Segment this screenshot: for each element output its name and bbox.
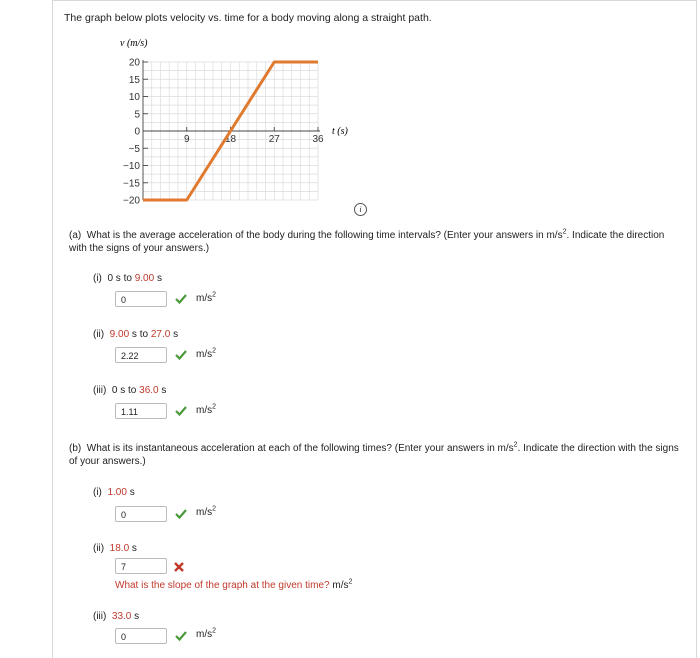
part-a-letter: (a) bbox=[69, 230, 82, 241]
item-text: s bbox=[126, 487, 135, 498]
y-tick-label: 20 bbox=[128, 57, 140, 69]
item-text: 0 s to bbox=[107, 273, 135, 284]
part-b-letter: (b) bbox=[69, 443, 82, 454]
unit-text: m/s bbox=[196, 405, 213, 416]
item-number: (iii) bbox=[93, 385, 107, 396]
check-icon bbox=[175, 293, 187, 305]
y-tick-label: −20 bbox=[123, 195, 140, 207]
y-tick-labels bbox=[123, 58, 148, 207]
check-icon bbox=[175, 630, 187, 642]
info-icon[interactable]: i bbox=[354, 203, 367, 216]
item-text: s to bbox=[129, 329, 151, 340]
unit-exp: 2 bbox=[212, 347, 217, 355]
y-tick-label: 0 bbox=[134, 126, 140, 138]
unit-exp: 2 bbox=[212, 627, 217, 635]
intro-text: The graph below plots velocity vs. time for a body moving along a straight path. bbox=[64, 12, 432, 24]
unit-text: m/s bbox=[196, 507, 213, 518]
unit-exp: 2 bbox=[348, 578, 353, 586]
item-number: (ii) bbox=[93, 543, 105, 554]
answer-input-a3[interactable]: 1.11 bbox=[115, 403, 167, 419]
unit-text: m/s bbox=[196, 293, 213, 304]
item-value: 18.0 bbox=[109, 543, 130, 554]
x-axis-label: t (s) bbox=[332, 126, 348, 137]
part-b-item-2-label bbox=[93, 542, 137, 555]
unit-exp: 2 bbox=[212, 505, 217, 513]
x-tick-label: 9 bbox=[183, 134, 190, 145]
y-tick-label: 10 bbox=[128, 92, 140, 103]
part-b-tail: . Indicate the direction with the signs of your answers.) bbox=[69, 443, 679, 467]
y-tick-label: 5 bbox=[134, 109, 140, 121]
check-icon bbox=[175, 405, 187, 417]
y-tick-label: −15 bbox=[123, 178, 140, 190]
item-text: s bbox=[170, 329, 179, 340]
item-text: 0 s to bbox=[111, 385, 140, 396]
unit-label bbox=[196, 405, 216, 416]
part-b-item-1-label bbox=[93, 486, 135, 499]
item-text: s bbox=[131, 611, 140, 622]
unit-label bbox=[196, 507, 216, 518]
unit-text: m/s bbox=[196, 629, 213, 640]
part-a-tail: . Indicate the direction with the signs of your answers.) bbox=[69, 230, 665, 254]
item-number: (i) bbox=[93, 487, 102, 498]
part-a-question bbox=[69, 229, 679, 255]
x-tick-label: 27 bbox=[268, 134, 280, 145]
unit-label bbox=[196, 293, 216, 304]
answer-input-a1[interactable]: 0 bbox=[115, 291, 167, 307]
part-a-item-2-label bbox=[93, 328, 178, 341]
check-icon bbox=[175, 349, 187, 361]
x-tick-label: 18 bbox=[224, 134, 237, 145]
unit-label bbox=[196, 349, 216, 360]
unit-exp: 2 bbox=[212, 291, 217, 299]
item-value: 1.00 bbox=[107, 487, 127, 498]
answer-input-b3[interactable]: 0 bbox=[115, 628, 167, 644]
part-a-text: What is the average acceleration of the body during the following time intervals? (Enter your answers in m/s bbox=[86, 230, 563, 241]
hint-text bbox=[115, 579, 352, 592]
answer-input-b1[interactable]: 0 bbox=[115, 506, 167, 522]
unit-text: m/s bbox=[332, 580, 349, 591]
part-a-item-3-label bbox=[93, 384, 166, 397]
item-value: 9.00 bbox=[134, 273, 155, 284]
item-value: 9.00 bbox=[109, 329, 130, 340]
item-value: 27.0 bbox=[150, 329, 171, 340]
x-tick-label: 36 bbox=[312, 134, 324, 145]
answer-input-b2[interactable]: 7 bbox=[115, 558, 167, 574]
item-text: s bbox=[154, 273, 162, 284]
part-b-text: What is its instantaneous acceleration at each of the following times? (Enter your answers in m/s bbox=[86, 443, 514, 454]
part-b-item-3-label bbox=[93, 610, 139, 623]
answer-input-a2[interactable]: 2.22 bbox=[115, 347, 167, 363]
item-number: (iii) bbox=[93, 611, 107, 622]
item-value: 33.0 bbox=[111, 611, 132, 622]
y-tick-label: −5 bbox=[128, 143, 140, 155]
unit-label bbox=[196, 629, 216, 640]
part-a-item-1-label bbox=[93, 272, 162, 285]
item-value: 36.0 bbox=[139, 385, 159, 396]
part-b-exp: 2 bbox=[513, 441, 518, 449]
check-icon bbox=[175, 508, 187, 520]
part-b-question bbox=[69, 442, 679, 468]
y-tick-label: −10 bbox=[123, 161, 140, 172]
unit-exp: 2 bbox=[212, 403, 217, 411]
item-text: s bbox=[158, 385, 167, 396]
part-a-exp: 2 bbox=[562, 228, 567, 236]
incorrect-x-icon bbox=[173, 561, 185, 573]
x-tick-labels bbox=[184, 127, 324, 145]
y-axis-label: v (m/s) bbox=[120, 38, 148, 49]
item-number: (ii) bbox=[93, 329, 105, 340]
y-tick-label: 15 bbox=[128, 74, 140, 86]
item-number: (i) bbox=[93, 273, 102, 284]
hint-question: What is the slope of the graph at the given time? bbox=[115, 580, 330, 591]
velocity-time-graph bbox=[110, 34, 350, 214]
unit-text: m/s bbox=[196, 349, 213, 360]
item-text: s bbox=[129, 543, 137, 554]
